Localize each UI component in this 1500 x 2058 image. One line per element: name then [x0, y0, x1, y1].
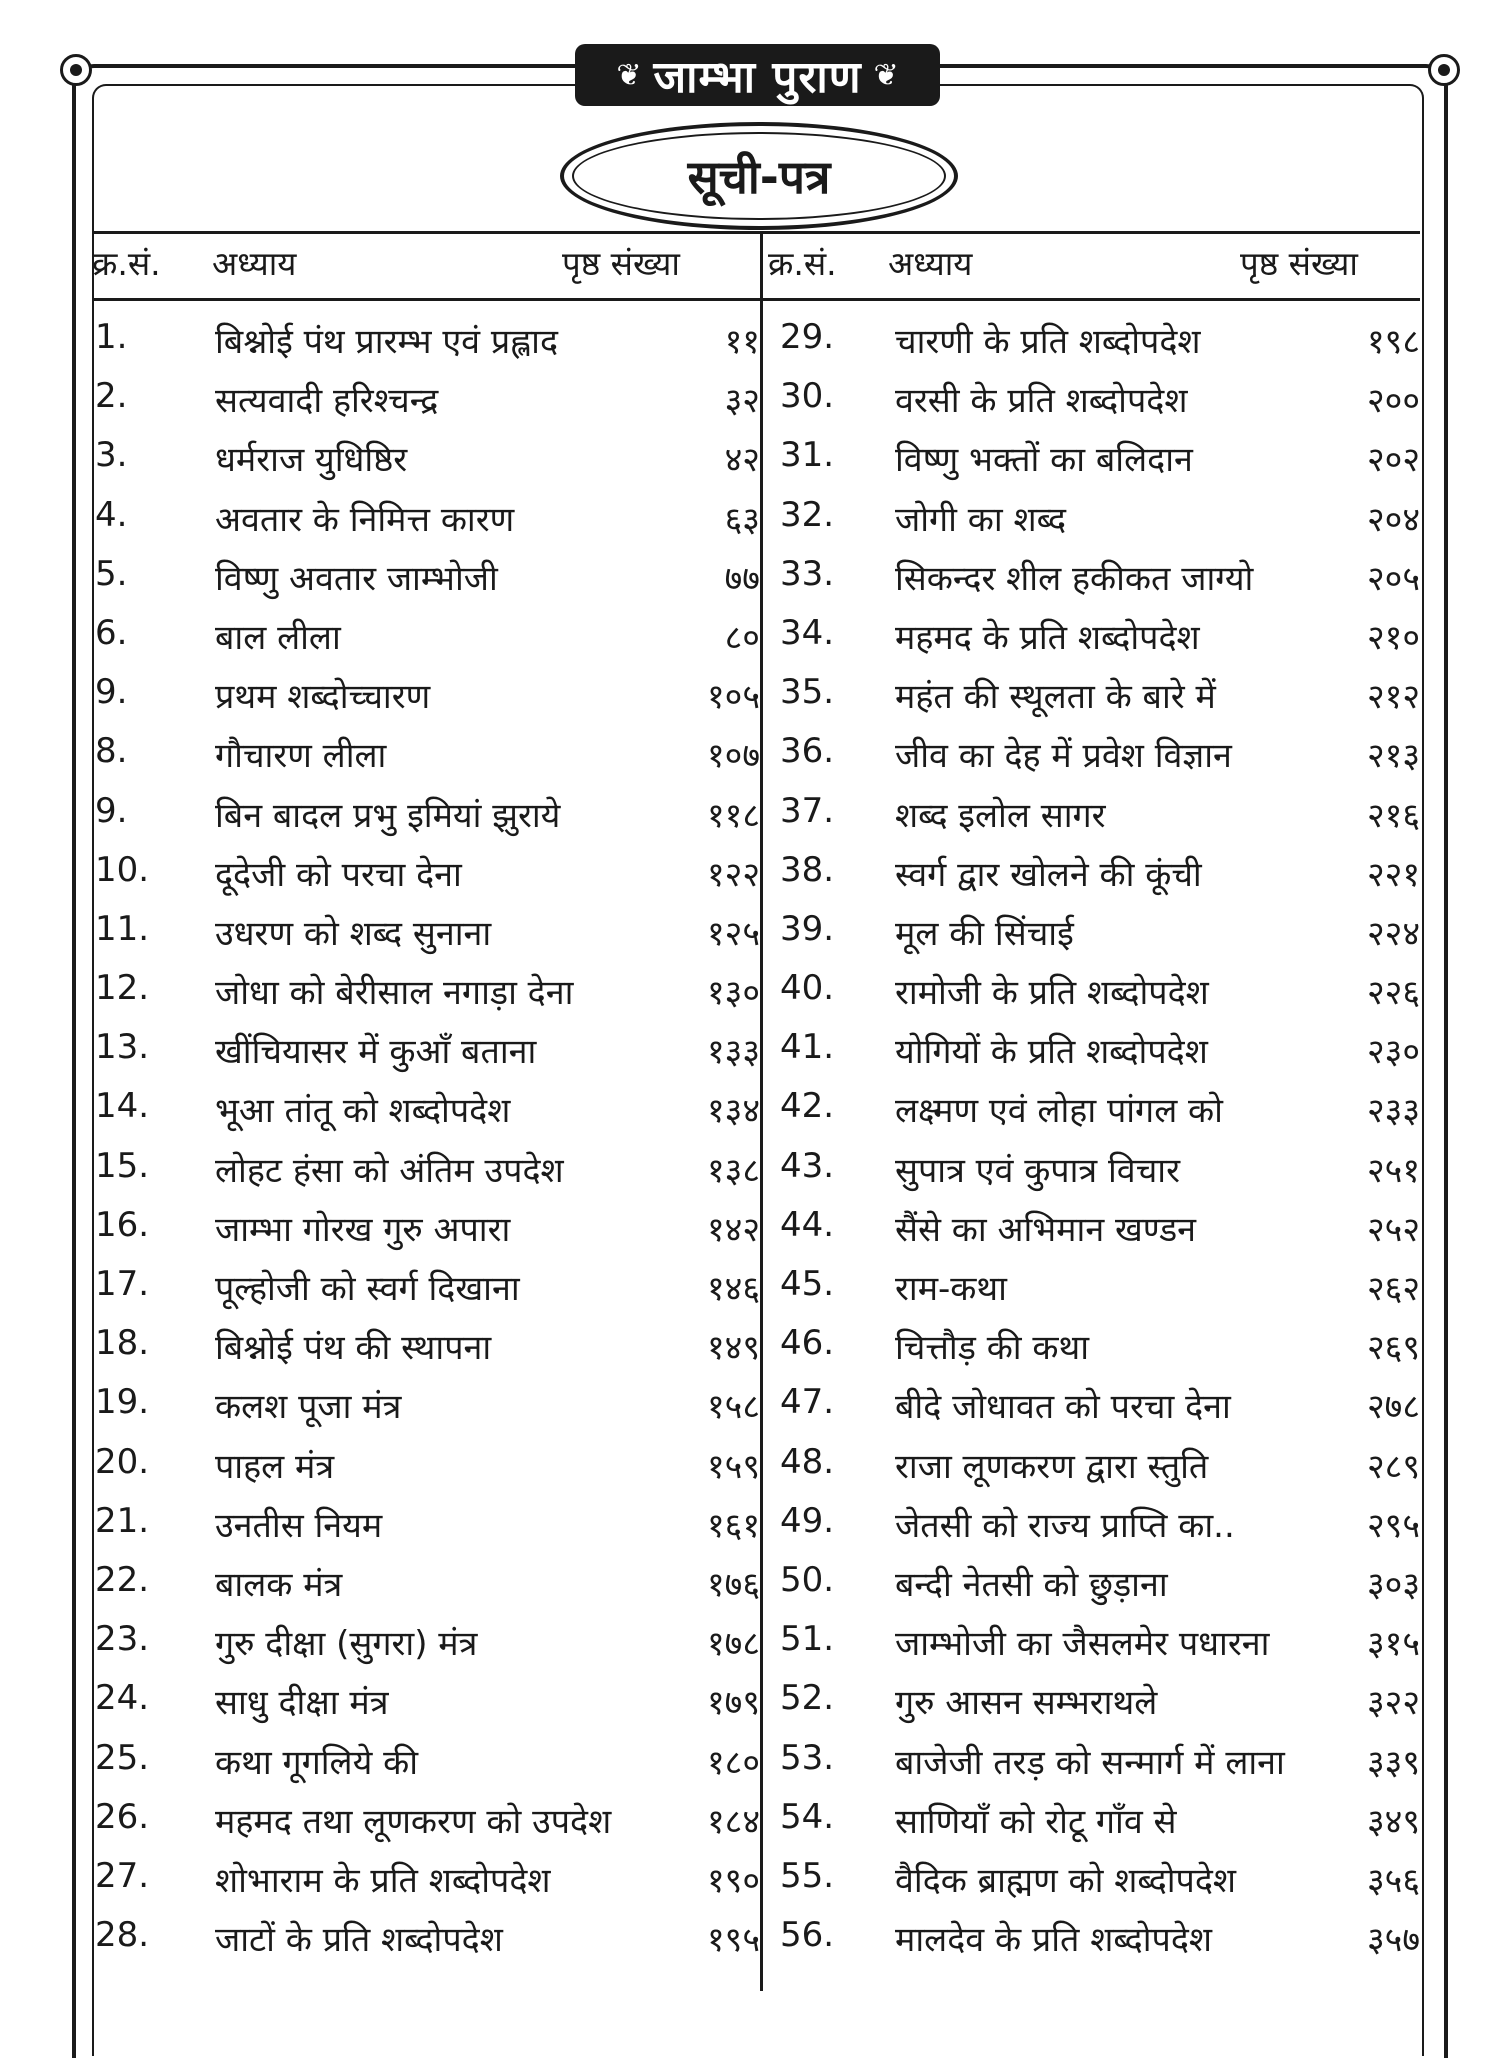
- serial-number: 39.: [780, 908, 835, 949]
- serial-number: 21.: [95, 1500, 150, 1541]
- contents-row: [770, 1015, 1420, 1074]
- header-page-right: पृष्ठ संख्या: [1240, 244, 1358, 283]
- chapter-title: उनतीस नियम: [215, 1505, 383, 1546]
- contents-row: [95, 1015, 760, 1074]
- page-number: ३०३: [1366, 1564, 1420, 1605]
- serial-number: 50.: [780, 1559, 835, 1600]
- serial-number: 10.: [95, 849, 150, 890]
- contents-heading-oval: [560, 122, 958, 230]
- serial-number: 17.: [95, 1264, 150, 1304]
- serial-number: 14.: [95, 1086, 150, 1127]
- serial-number: 3.: [95, 435, 128, 476]
- chapter-title: चित्तौड़ की कथा: [895, 1328, 1090, 1369]
- chapter-title: वरसी के प्रति शब्दोपदेश: [895, 381, 1188, 422]
- page-number: ३२: [724, 381, 760, 422]
- serial-number: 24.: [95, 1678, 150, 1719]
- leaf-ornament-icon: ❦: [873, 57, 899, 93]
- page-number: १६१: [706, 1505, 760, 1546]
- header-page-left: पृष्ठ संख्या: [562, 244, 680, 283]
- page-number: १३०: [706, 973, 760, 1014]
- chapter-title: गौचारण लीला: [215, 736, 387, 777]
- page-number: २१०: [1366, 617, 1420, 658]
- page-number: ३५७: [1366, 1920, 1420, 1961]
- contents-row: [95, 1430, 760, 1489]
- page-number: २६९: [1366, 1328, 1420, 1369]
- chapter-title: मूल की सिंचाई: [895, 913, 1074, 954]
- chapter-title: लक्ष्मण एवं लोहा पांगल को: [895, 1091, 1223, 1132]
- serial-number: 37.: [780, 790, 835, 831]
- serial-number: 18.: [95, 1323, 150, 1364]
- chapter-title: साणियाँ को रोटू गाँव से: [895, 1801, 1177, 1842]
- chapter-title: कलश पूजा मंत्र: [215, 1387, 402, 1428]
- chapter-title: जाटों के प्रति शब्दोपदेश: [215, 1920, 503, 1961]
- page-number: ३१५: [1366, 1624, 1420, 1665]
- contents-row: [95, 305, 760, 364]
- chapter-title: बिन बादल प्रभु इमियां झुराये: [215, 795, 561, 836]
- page-number: ३५६: [1366, 1860, 1420, 1901]
- contents-row: [770, 601, 1420, 660]
- page-title: सूची-पत्र: [687, 150, 831, 204]
- contents-row: [95, 364, 760, 423]
- chapter-title: रामोजी के प्रति शब्दोपदेश: [895, 973, 1209, 1014]
- contents-row: [95, 423, 760, 482]
- contents-row: [770, 1430, 1420, 1489]
- page-number: १७९: [706, 1683, 760, 1724]
- chapter-title: चारणी के प्रति शब्दोपदेश: [895, 322, 1201, 362]
- serial-number: 53.: [780, 1737, 835, 1778]
- header-chapter-left: अध्याय: [212, 244, 297, 283]
- serial-number: 22.: [95, 1559, 150, 1600]
- contents-row: [770, 1666, 1420, 1725]
- page-number: १२२: [706, 854, 760, 895]
- serial-number: 29.: [780, 317, 835, 357]
- contents-row: [95, 1193, 760, 1252]
- header-serial-left: क्र.सं.: [92, 244, 161, 283]
- chapter-title: जोधा को बेरीसाल नगाड़ा देना: [215, 973, 574, 1014]
- page-number: २३०: [1366, 1032, 1420, 1073]
- page-number: १४२: [706, 1209, 760, 1250]
- contents-row: [95, 1370, 760, 1429]
- chapter-title: सत्यवादी हरिश्चन्द्र: [215, 381, 439, 422]
- contents-row: [770, 1844, 1420, 1903]
- contents-row: [770, 956, 1420, 1015]
- chapter-title: बाल लीला: [215, 617, 341, 658]
- corner-ornament-left: [60, 54, 92, 86]
- page-number: ३४९: [1366, 1801, 1420, 1842]
- serial-number: 23.: [95, 1619, 150, 1660]
- contents-row: [770, 1370, 1420, 1429]
- serial-number: 49.: [780, 1500, 835, 1541]
- contents-row: [95, 1607, 760, 1666]
- contents-row: [95, 1074, 760, 1133]
- chapter-title: महमद तथा लूणकरण को उपदेश: [215, 1801, 612, 1842]
- contents-row: [95, 897, 760, 956]
- serial-number: 45.: [780, 1264, 835, 1304]
- page-number: ३३९: [1366, 1742, 1420, 1783]
- contents-row: [95, 1134, 760, 1193]
- contents-row: [95, 1726, 760, 1785]
- contents-row: [770, 542, 1420, 601]
- chapter-title: बन्दी नेतसी को छुड़ाना: [895, 1564, 1168, 1605]
- page-number: १९०: [706, 1860, 760, 1901]
- serial-number: 38.: [780, 849, 835, 890]
- chapter-title: सुपात्र एवं कुपात्र विचार: [895, 1150, 1181, 1191]
- chapter-title: दूदेजी को परचा देना: [215, 854, 462, 895]
- page-number: १०५: [706, 677, 760, 718]
- chapter-title: योगियों के प्रति शब्दोपदेश: [895, 1032, 1208, 1073]
- contents-row: [770, 305, 1420, 364]
- chapter-title: बिश्नोई पंथ प्रारम्भ एवं प्रह्लाद: [215, 322, 559, 362]
- contents-row: [770, 1785, 1420, 1844]
- chapter-title: गुरु दीक्षा (सुगरा) मंत्र: [215, 1624, 478, 1665]
- contents-row: [95, 956, 760, 1015]
- page-number: २९५: [1366, 1505, 1420, 1546]
- serial-number: 55.: [780, 1855, 835, 1896]
- chapter-title: राजा लूणकरण द्वारा स्तुति: [895, 1446, 1209, 1487]
- chapter-title: विष्णु भक्तों का बलिदान: [895, 440, 1193, 481]
- page-number: २५२: [1366, 1209, 1420, 1250]
- serial-number: 48.: [780, 1441, 835, 1482]
- serial-number: 27.: [95, 1855, 150, 1896]
- chapter-title: शब्द इलोल सागर: [895, 795, 1106, 836]
- header-chapter-right: अध्याय: [888, 244, 973, 283]
- page-number: २८९: [1366, 1446, 1420, 1487]
- serial-number: 36.: [780, 731, 835, 772]
- contents-row: [95, 719, 760, 778]
- header-serial-right: क्र.सं.: [768, 244, 837, 283]
- serial-number: 16.: [95, 1204, 150, 1245]
- page-number: १८०: [706, 1742, 760, 1783]
- chapter-title: साधु दीक्षा मंत्र: [215, 1683, 389, 1724]
- serial-number: 46.: [780, 1323, 835, 1364]
- chapter-title: प्रथम शब्दोच्चारण: [215, 677, 431, 718]
- table-top-rule: [92, 231, 1420, 234]
- page-number: १८४: [706, 1801, 760, 1842]
- contents-row: [770, 483, 1420, 542]
- serial-number: 33.: [780, 553, 835, 594]
- contents-column-left: [95, 305, 760, 1962]
- contents-row: [95, 1548, 760, 1607]
- serial-number: 34.: [780, 612, 835, 653]
- chapter-title: पूल्होजी को स्वर्ग दिखाना: [215, 1269, 520, 1309]
- book-title-banner: [575, 44, 940, 106]
- chapter-title: बीदे जोधावत को परचा देना: [895, 1387, 1231, 1428]
- chapter-title: गुरु आसन सम्भराथले: [895, 1683, 1158, 1724]
- column-divider: [760, 231, 763, 1991]
- contents-row: [95, 660, 760, 719]
- leaf-ornament-icon: ❦: [616, 57, 642, 93]
- page-number: २६२: [1366, 1269, 1420, 1309]
- contents-row: [95, 601, 760, 660]
- serial-number: 47.: [780, 1382, 835, 1423]
- page-number: ११८: [706, 795, 760, 836]
- chapter-title: वैदिक ब्राह्मण को शब्दोपदेश: [895, 1860, 1237, 1901]
- chapter-title: महंत की स्थूलता के बारे में: [895, 677, 1216, 718]
- contents-row: [770, 1607, 1420, 1666]
- chapter-title: बिश्नोई पंथ की स्थापना: [215, 1328, 492, 1369]
- page-number: ६३: [724, 499, 760, 540]
- chapter-title: बालक मंत्र: [215, 1564, 343, 1605]
- corner-ornament-right: [1428, 54, 1460, 86]
- chapter-title: सैंसे का अभिमान खण्डन: [895, 1209, 1197, 1250]
- contents-row: [770, 1193, 1420, 1252]
- page-number: २१६: [1366, 795, 1420, 836]
- chapter-title: विष्णु अवतार जाम्भोजी: [215, 558, 498, 599]
- serial-number: 52.: [780, 1678, 835, 1719]
- page-number: १०७: [706, 736, 760, 777]
- serial-number: 54.: [780, 1796, 835, 1837]
- contents-row: [770, 423, 1420, 482]
- contents-row: [770, 1903, 1420, 1962]
- page-number: २०२: [1366, 440, 1420, 481]
- page-number: २००: [1366, 381, 1420, 422]
- serial-number: 44.: [780, 1204, 835, 1245]
- page-number: १७८: [706, 1624, 760, 1665]
- page-number: २१२: [1366, 677, 1420, 718]
- serial-number: 20.: [95, 1441, 150, 1482]
- page-number: ८०: [724, 617, 760, 658]
- chapter-title: स्वर्ग द्वार खोलने की कूंची: [895, 854, 1202, 895]
- chapter-title: जोगी का शब्द: [895, 499, 1067, 540]
- chapter-title: जेतसी को राज्य प्राप्ति का..: [895, 1505, 1235, 1546]
- table-header-rule: [92, 298, 1420, 301]
- page-number: २७८: [1366, 1387, 1420, 1428]
- page-number: १२५: [706, 913, 760, 954]
- contents-row: [770, 660, 1420, 719]
- page-number: १४६: [706, 1269, 760, 1309]
- chapter-title: धर्मराज युधिष्ठिर: [215, 440, 408, 481]
- contents-row: [770, 1134, 1420, 1193]
- serial-number: 43.: [780, 1145, 835, 1186]
- page-number: १९५: [706, 1920, 760, 1961]
- serial-number: 15.: [95, 1145, 150, 1186]
- contents-row: [95, 1311, 760, 1370]
- contents-row: [770, 719, 1420, 778]
- serial-number: 32.: [780, 494, 835, 535]
- serial-number: 35.: [780, 672, 835, 713]
- chapter-title: पाहल मंत्र: [215, 1446, 335, 1487]
- serial-number: 9.: [95, 672, 128, 713]
- page-number: २५१: [1366, 1150, 1420, 1191]
- serial-number: 25.: [95, 1737, 150, 1778]
- page-number: २१३: [1366, 736, 1420, 777]
- contents-column-right: [770, 305, 1420, 1962]
- chapter-title: महमद के प्रति शब्दोपदेश: [895, 617, 1200, 658]
- page-number: १५९: [706, 1446, 760, 1487]
- contents-row: [95, 1666, 760, 1725]
- serial-number: 19.: [95, 1382, 150, 1423]
- contents-row: [95, 1489, 760, 1548]
- chapter-title: मालदेव के प्रति शब्दोपदेश: [895, 1920, 1213, 1961]
- serial-number: 5.: [95, 553, 128, 594]
- contents-row: [770, 1489, 1420, 1548]
- contents-row: [770, 1726, 1420, 1785]
- contents-row: [770, 1074, 1420, 1133]
- page-number: १३८: [706, 1150, 760, 1191]
- chapter-title: अवतार के निमित्त कारण: [215, 499, 515, 540]
- serial-number: 56.: [780, 1915, 835, 1956]
- contents-row: [95, 483, 760, 542]
- page-number: १५८: [706, 1387, 760, 1428]
- page-number: १४९: [706, 1328, 760, 1369]
- chapter-title: जाम्भोजी का जैसलमेर पधारना: [895, 1624, 1270, 1665]
- chapter-title: जीव का देह में प्रवेश विज्ञान: [895, 736, 1232, 777]
- contents-row: [770, 364, 1420, 423]
- serial-number: 30.: [780, 376, 835, 417]
- contents-row: [95, 1844, 760, 1903]
- contents-row: [95, 838, 760, 897]
- serial-number: 11.: [95, 908, 150, 949]
- page-number: २०४: [1366, 499, 1420, 540]
- serial-number: 1.: [95, 317, 128, 357]
- chapter-title: लोहट हंसा को अंतिम उपदेश: [215, 1150, 564, 1191]
- chapter-title: सिकन्दर शील हकीकत जाग्यो: [895, 558, 1254, 599]
- serial-number: 6.: [95, 612, 128, 653]
- contents-row: [95, 1252, 760, 1311]
- serial-number: 42.: [780, 1086, 835, 1127]
- chapter-title: जाम्भा गोरख गुरु अपारा: [215, 1209, 511, 1250]
- chapter-title: बाजेजी तरड़ को सन्मार्ग में लाना: [895, 1742, 1285, 1783]
- serial-number: 26.: [95, 1796, 150, 1837]
- page-number: २०५: [1366, 558, 1420, 599]
- serial-number: 41.: [780, 1027, 835, 1068]
- chapter-title: खींचियासर में कुआँ बताना: [215, 1032, 537, 1073]
- page-number: ७७: [724, 558, 760, 599]
- chapter-title: शोभाराम के प्रति शब्दोपदेश: [215, 1860, 551, 1901]
- page-number: १९८: [1366, 322, 1420, 362]
- contents-row: [770, 897, 1420, 956]
- page-number: ४२: [724, 440, 760, 481]
- contents-row: [770, 838, 1420, 897]
- serial-number: 40.: [780, 968, 835, 1009]
- page-number: १७६: [706, 1564, 760, 1605]
- contents-row: [95, 779, 760, 838]
- serial-number: 31.: [780, 435, 835, 476]
- page-number: २२६: [1366, 973, 1420, 1014]
- serial-number: 51.: [780, 1619, 835, 1660]
- chapter-title: भूआ तांतू को शब्दोपदेश: [215, 1091, 511, 1132]
- serial-number: 12.: [95, 968, 150, 1009]
- contents-row: [95, 1903, 760, 1962]
- page-number: २३३: [1366, 1091, 1420, 1132]
- contents-row: [770, 1311, 1420, 1370]
- page-number: २२१: [1366, 854, 1420, 895]
- chapter-title: उधरण को शब्द सुनाना: [215, 913, 492, 954]
- chapter-title: कथा गूगलिये की: [215, 1742, 419, 1783]
- serial-number: 2.: [95, 376, 128, 417]
- contents-row: [95, 542, 760, 601]
- page-number: १३३: [706, 1032, 760, 1073]
- contents-row: [95, 1785, 760, 1844]
- page-number: ३२२: [1366, 1683, 1420, 1724]
- serial-number: 13.: [95, 1027, 150, 1068]
- page-number: २२४: [1366, 913, 1420, 954]
- contents-row: [770, 1252, 1420, 1311]
- chapter-title: राम-कथा: [895, 1269, 1007, 1309]
- serial-number: 28.: [95, 1915, 150, 1956]
- page-number: ११: [724, 322, 760, 362]
- page-number: १३४: [706, 1091, 760, 1132]
- serial-number: 4.: [95, 494, 128, 535]
- contents-row: [770, 779, 1420, 838]
- serial-number: 9.: [95, 790, 128, 831]
- serial-number: 8.: [95, 731, 128, 772]
- contents-row: [770, 1548, 1420, 1607]
- book-title: जाम्भा पुराण: [653, 52, 862, 103]
